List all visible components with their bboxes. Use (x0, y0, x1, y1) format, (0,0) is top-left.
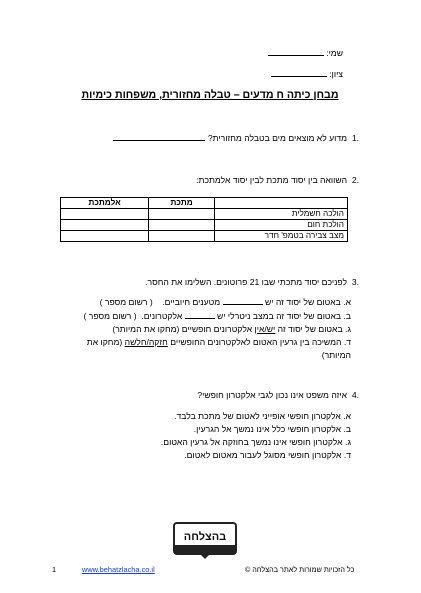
question-3d-cont (322, 350, 351, 361)
table-cell[interactable] (61, 209, 149, 220)
name-blank-line[interactable] (268, 55, 324, 56)
question-text: השוואה בין יסוד מתכת לבין יסוד אלמתכת: (196, 175, 348, 185)
q3a-hint: ( רשום מספר ) (99, 297, 153, 307)
page-title: מבחן כיתה ח מדעים – טבלה מחזורית, משפחות כימיות (81, 89, 339, 101)
q3d-text-3: המיותר) (321, 350, 351, 360)
row-label: מצב צבירה בטמפ' חדר (215, 231, 348, 242)
question-3d (87, 337, 351, 348)
question-text: מדוע לא מוצאים מים בטבלה מחזורית? (207, 133, 348, 143)
q4-option-d[interactable]: ד. אלקטרון חופשי מסוגל לעבור מאטום לאטום. (184, 450, 351, 460)
table-cell[interactable] (149, 231, 215, 242)
question-text: איזה משפט אינו נכון לגבי אלקטרון חופשי? (197, 390, 348, 400)
table-row (61, 231, 348, 242)
table-cell[interactable] (149, 220, 215, 231)
row-label: הולכת חום (215, 220, 348, 231)
name-label: שמי: (326, 48, 343, 58)
table-cell[interactable] (61, 231, 149, 242)
q4-option-b[interactable]: ב. אלקטרון חופשי כלל אינו נמשך אל הגרעין. (193, 424, 351, 434)
name-field (268, 48, 343, 59)
question-2 (196, 175, 359, 186)
table-cell[interactable] (149, 209, 215, 220)
table-header-row (61, 198, 348, 209)
q3a-text-2: מטענים חיוביים. (162, 297, 221, 307)
question-4 (197, 390, 359, 401)
q3c-text-1: ג. באטום של יסוד זה (277, 324, 351, 334)
grade-blank-line[interactable] (271, 76, 327, 77)
question-number: .1 (351, 133, 359, 143)
q3d-option[interactable]: חזקה/חלשה (124, 337, 168, 347)
question-3a (100, 297, 351, 308)
table-header-metal: מתכת (149, 198, 215, 209)
question-number: .2 (351, 175, 359, 185)
question-3c (112, 324, 351, 335)
table-row (61, 209, 348, 220)
question-1 (113, 133, 359, 144)
q3c-option[interactable]: יש/אין (254, 324, 276, 334)
copyright-text: כל הזכויות שמורות לאתר בהצלחה © (245, 565, 355, 574)
grade-field (271, 69, 343, 80)
table-header-nonmetal: אלמתכת (61, 198, 149, 209)
answer-line[interactable] (113, 140, 205, 141)
question-3 (145, 277, 359, 288)
q3b-text-1: ב. באטום של יסוד זה במצב ניטרלי יש (217, 311, 351, 321)
q3d-text-2: (מחקו את (86, 337, 123, 347)
logo-text: בהצלחה (183, 531, 227, 543)
table-cell[interactable] (61, 220, 149, 231)
question-text: לפניכם יסוד מתכתי שבו 21 פרוטונים. השלימו את החסר. (145, 277, 348, 287)
table-header-empty (215, 198, 348, 209)
q4-option-c[interactable]: ג. אלקטרון חופשי אינו נמשך בחוזקה אל גרעין האטום. (160, 437, 351, 447)
q3a-text-1: א. באטום של יסוד זה יש (264, 297, 351, 307)
q3d-text-1: ד. המשיכה בין גרעין האטום לאלקטרונים החופשיים (170, 337, 351, 347)
row-label: הולכה חשמלית (215, 209, 348, 220)
question-number: .4 (351, 390, 359, 400)
behatzlacha-logo (170, 520, 240, 560)
answer-line[interactable] (223, 304, 263, 305)
q3b-text-2: אלקטרונים. (141, 311, 183, 321)
site-link[interactable]: www.behatzlacha.co.il (82, 565, 155, 574)
question-number: .3 (351, 277, 359, 287)
table-row (61, 220, 348, 231)
answer-line[interactable] (185, 318, 215, 319)
comparison-table (60, 197, 348, 242)
grade-label: ציון: (329, 69, 343, 79)
q3b-hint: ( רשום מספר ) (83, 311, 137, 321)
logo-icon (170, 520, 240, 560)
page-number: 1 (52, 565, 57, 574)
q3c-text-2: אלקטרונים חופשיים (מחקו את המיותר) (112, 324, 253, 334)
question-3b (84, 311, 351, 322)
q4-option-a[interactable]: א. אלקטרון חופשי אופייני לאטום של מתכת בלבד. (174, 411, 351, 421)
